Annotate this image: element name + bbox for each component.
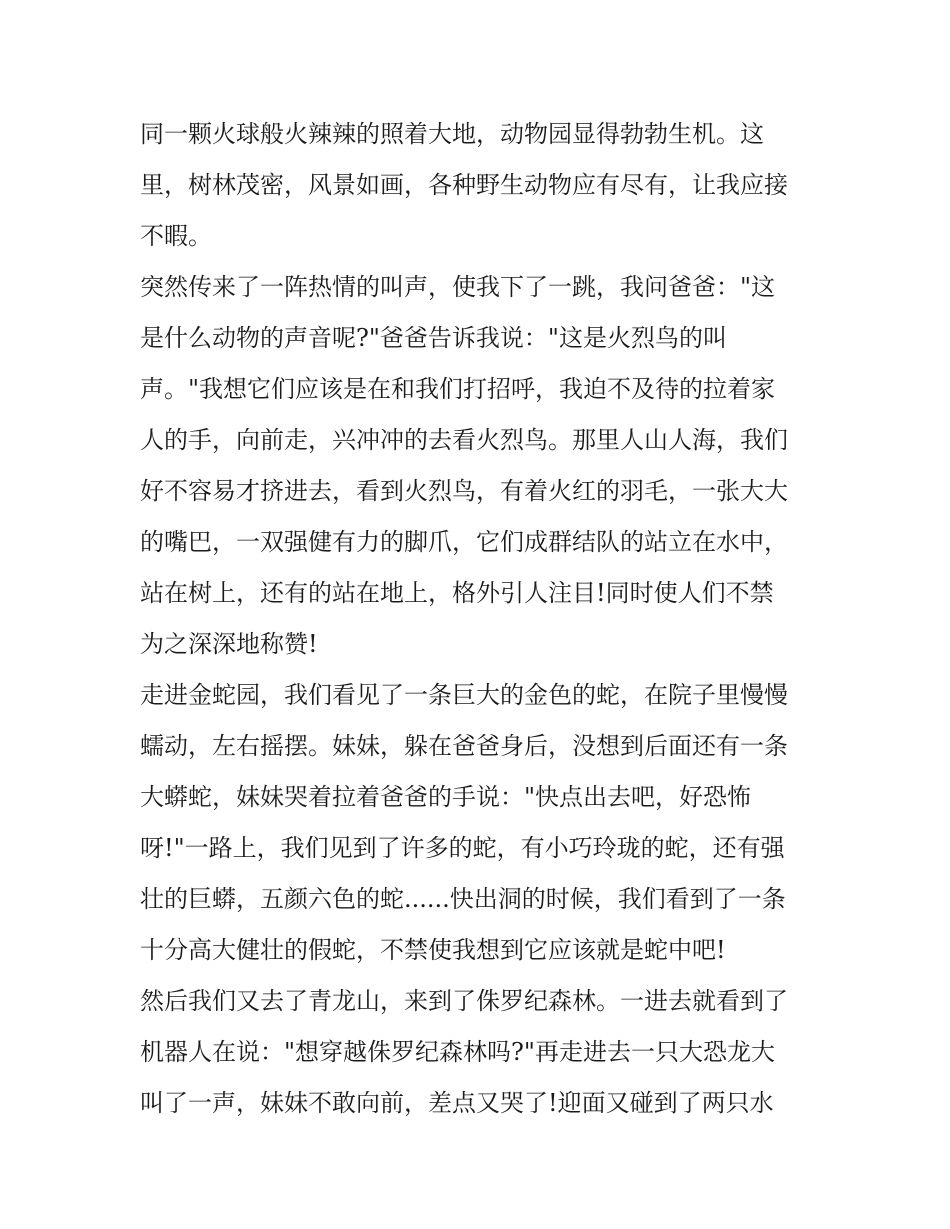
text-line: 站在树上，还有的站在地上，格外引人注目!同时使人们不禁: [140, 579, 774, 607]
text-line: 是什么动物的声音呢?"爸爸告诉我说："这是火烈鸟的叫: [140, 324, 727, 352]
text-line: 十分高大健壮的假蛇，不禁使我想到它应该就是蛇中吧!: [140, 936, 726, 964]
text-line: 大蟒蛇，妹妹哭着拉着爸爸的手说："快点出去吧，好恐怖: [140, 783, 752, 811]
text-line: 人的手，向前走，兴冲冲的去看火烈鸟。那里人山人海，我们: [140, 426, 788, 454]
text-line: 不暇。: [140, 222, 212, 250]
text-line: 呀!"一路上，我们见到了许多的蛇，有小巧玲珑的蛇，还有强: [140, 834, 785, 862]
text-line: 壮的巨蟒，五颜六色的蛇......快出洞的时候，我们看到了一条: [140, 885, 786, 913]
text-line: 为之深深地称赞!: [140, 630, 318, 658]
text-line: 声。"我想它们应该是在和我们打招呼，我迫不及待的拉着家: [140, 375, 776, 403]
text-line: 走进金蛇园，我们看见了一条巨大的金色的蛇，在院子里慢慢: [140, 681, 788, 709]
text-line: 叫了一声，妹妹不敢向前，差点又哭了!迎面又碰到了两只水: [140, 1089, 774, 1117]
text-line: 然后我们又去了青龙山，来到了侏罗纪森林。一进去就看到了: [140, 987, 788, 1015]
text-line: 里，树林茂密，风景如画，各种野生动物应有尽有，让我应接: [140, 171, 788, 199]
text-line: 突然传来了一阵热情的叫声，使我下了一跳，我问爸爸："这: [140, 273, 776, 301]
text-line: 机器人在说："想穿越侏罗纪森林吗?"再走进去一只大恐龙大: [140, 1038, 775, 1066]
text-line: 蠕动，左右摇摆。妹妹，躲在爸爸身后，没想到后面还有一条: [140, 732, 788, 760]
text-line: 好不容易才挤进去，看到火烈鸟，有着火红的羽毛，一张大大: [140, 477, 788, 505]
text-line: 同一颗火球般火辣辣的照着大地，动物园显得勃勃生机。这: [140, 120, 764, 148]
text-line: 的嘴巴，一双强健有力的脚爪，它们成群结队的站立在水中，: [140, 528, 788, 556]
essay-text: [140, 109, 820, 1129]
